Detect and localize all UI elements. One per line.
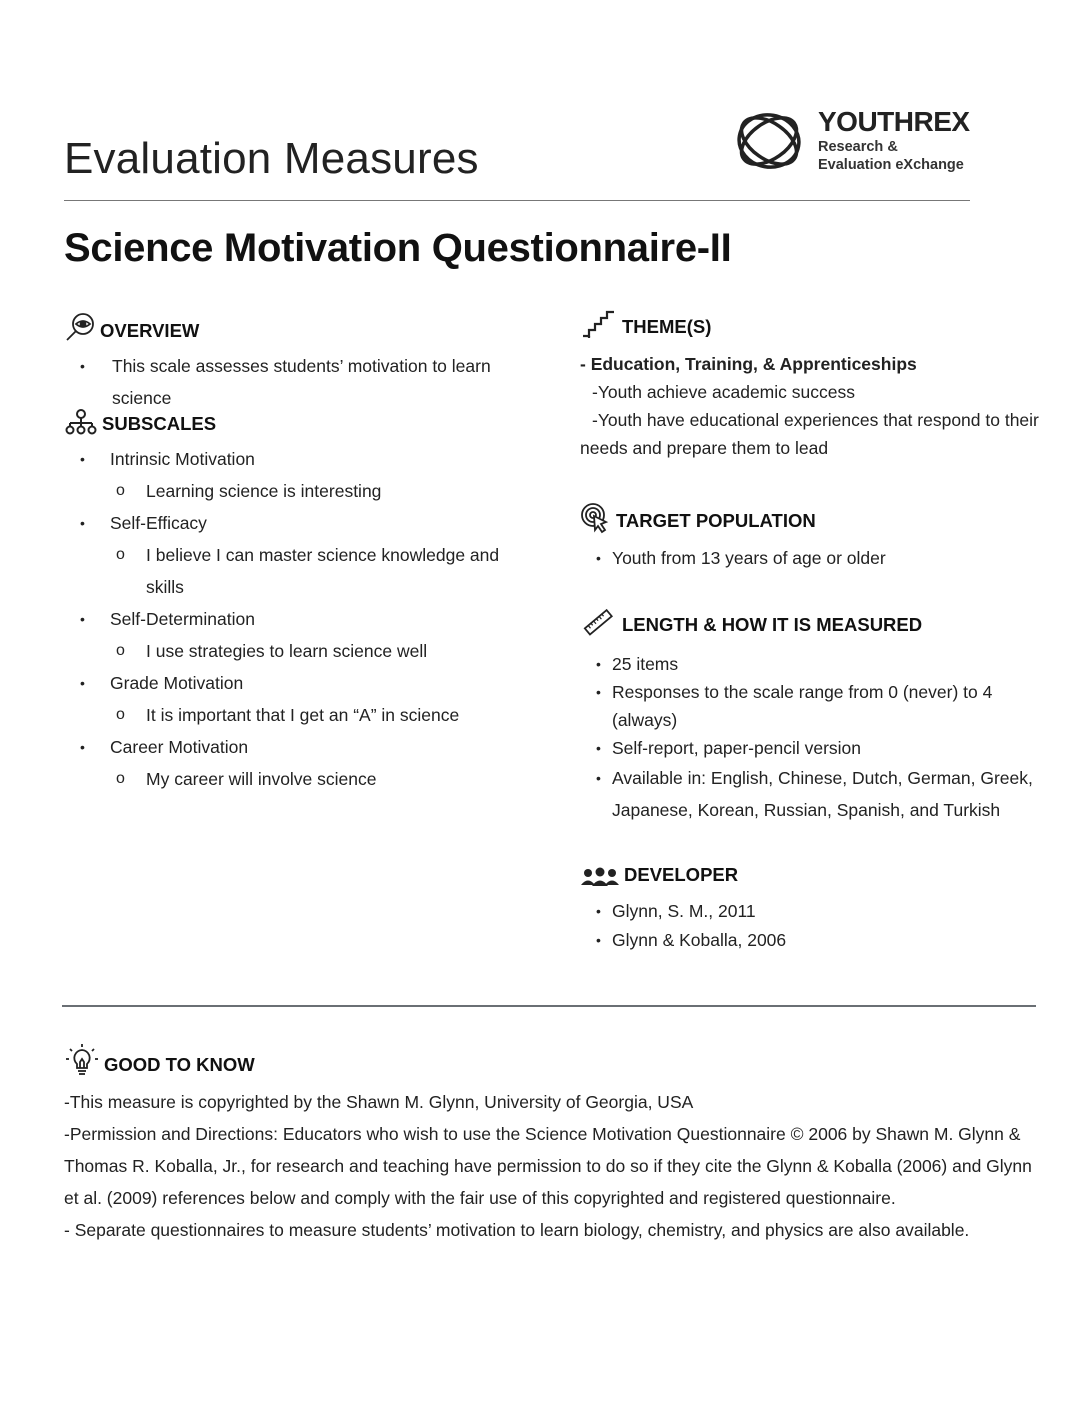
people-group-icon bbox=[580, 866, 620, 888]
good-to-know-paragraph: -This measure is copyrighted by the Shawn M. Glynn, University of Georgia, USA bbox=[64, 1092, 694, 1112]
youthrex-logo bbox=[734, 104, 984, 180]
lightbulb-icon bbox=[64, 1042, 100, 1078]
length-item: • Responses to the scale range from 0 (never) to 4 (always) bbox=[580, 678, 1020, 734]
theme-sub-continued: needs and prepare them to lead bbox=[580, 438, 829, 458]
length-item: • Self-report, paper-pencil version bbox=[580, 734, 1050, 762]
developer-heading bbox=[580, 864, 738, 888]
page-header-title: Evaluation Measures bbox=[64, 134, 479, 183]
subscale-label: Intrinsic Motivation bbox=[110, 449, 255, 469]
developer-item: • Glynn & Koballa, 2006 bbox=[580, 926, 1050, 955]
document-title: Science Motivation Questionnaire-II bbox=[64, 226, 732, 270]
stairs-icon bbox=[580, 308, 616, 340]
subscale-label: Career Motivation bbox=[110, 737, 249, 757]
subscales-heading-label: SUBSCALES bbox=[102, 413, 217, 434]
good-to-know-paragraph: - Separate questionnaires to measure students’ motivation to learn biology, chemistry, and physics are also available. bbox=[64, 1220, 970, 1240]
subscale-label: Self-Determination bbox=[110, 609, 255, 629]
header-divider bbox=[64, 200, 970, 201]
subscale-example: o Learning science is interesting bbox=[64, 475, 534, 507]
length-item: • Available in: English, Chinese, Dutch, German, Greek, Japanese, Korean, Russian, Spanish, and Turkish bbox=[580, 762, 1050, 826]
good-to-know-heading bbox=[64, 1042, 255, 1078]
developer-heading-label: DEVELOPER bbox=[624, 864, 739, 885]
length-list bbox=[580, 650, 1050, 826]
good-to-know-text bbox=[64, 1086, 1040, 1246]
developer-item: • Glynn, S. M., 2011 bbox=[580, 897, 1050, 926]
subscales-list bbox=[64, 443, 534, 795]
overview-heading-label: OVERVIEW bbox=[100, 320, 200, 341]
hierarchy-icon bbox=[64, 405, 98, 437]
developer-list bbox=[580, 897, 1050, 955]
ruler-icon bbox=[580, 606, 616, 638]
target-population-heading bbox=[580, 502, 816, 534]
overview-item: • This scale assesses students’ motivation to learn science bbox=[64, 350, 544, 414]
target-population-list bbox=[580, 542, 1050, 574]
good-to-know-paragraph: -Permission and Directions: Educators who wish to use the Science Motivation Questionnaire © 2006 by Shawn M. Glynn & Thomas R. Koballa, Jr., for research and teaching have permission to do so if they cite the Glynn & Koballa (2006) and Glynn et al. (2009) references below and comply with the fair use of this copyrighted and registered questionnaire. bbox=[64, 1124, 1032, 1208]
themes-heading-label: THEME(S) bbox=[622, 316, 712, 337]
section-divider bbox=[62, 1005, 1036, 1007]
orbit-logo-icon bbox=[734, 106, 804, 176]
target-population-heading-label: TARGET POPULATION bbox=[616, 510, 816, 531]
subscale-label: Grade Motivation bbox=[110, 673, 244, 693]
length-heading-label: LENGTH & HOW IT IS MEASURED bbox=[622, 614, 923, 635]
subscale-example: o I believe I can master science knowledge and skills bbox=[64, 539, 504, 603]
logo-name: YOUTHREX bbox=[818, 106, 970, 137]
subscale-example: o I use strategies to learn science well bbox=[64, 635, 534, 667]
subscale-example: o It is important that I get an “A” in science bbox=[64, 699, 534, 731]
subscale-item bbox=[64, 731, 534, 763]
subscale-item bbox=[64, 443, 534, 475]
overview-heading bbox=[64, 312, 199, 344]
themes-heading bbox=[580, 308, 711, 340]
theme-main: - Education, Training, & Apprenticeships bbox=[580, 354, 917, 374]
subscale-item bbox=[64, 603, 534, 635]
good-to-know-heading-label: GOOD TO KNOW bbox=[104, 1054, 255, 1075]
logo-subtitle-line2: Evaluation eXchange bbox=[818, 157, 964, 173]
themes-text bbox=[580, 350, 1050, 462]
theme-sub: -Youth have educational experiences that respond to their bbox=[592, 410, 1039, 430]
logo-subtitle bbox=[818, 138, 964, 174]
theme-sub: -Youth achieve academic success bbox=[592, 382, 855, 402]
subscales-heading bbox=[64, 405, 216, 437]
target-population-item: • Youth from 13 years of age or older bbox=[580, 542, 1050, 574]
subscale-item bbox=[64, 667, 534, 699]
subscale-label: Self-Efficacy bbox=[110, 513, 207, 533]
length-heading bbox=[580, 606, 922, 638]
subscale-example: o My career will involve science bbox=[64, 763, 534, 795]
magnifier-eye-icon bbox=[64, 312, 96, 344]
length-item: • 25 items bbox=[580, 650, 1050, 678]
logo-subtitle-line1: Research & bbox=[818, 139, 898, 155]
target-cursor-icon bbox=[580, 502, 612, 534]
subscale-item bbox=[64, 507, 534, 539]
